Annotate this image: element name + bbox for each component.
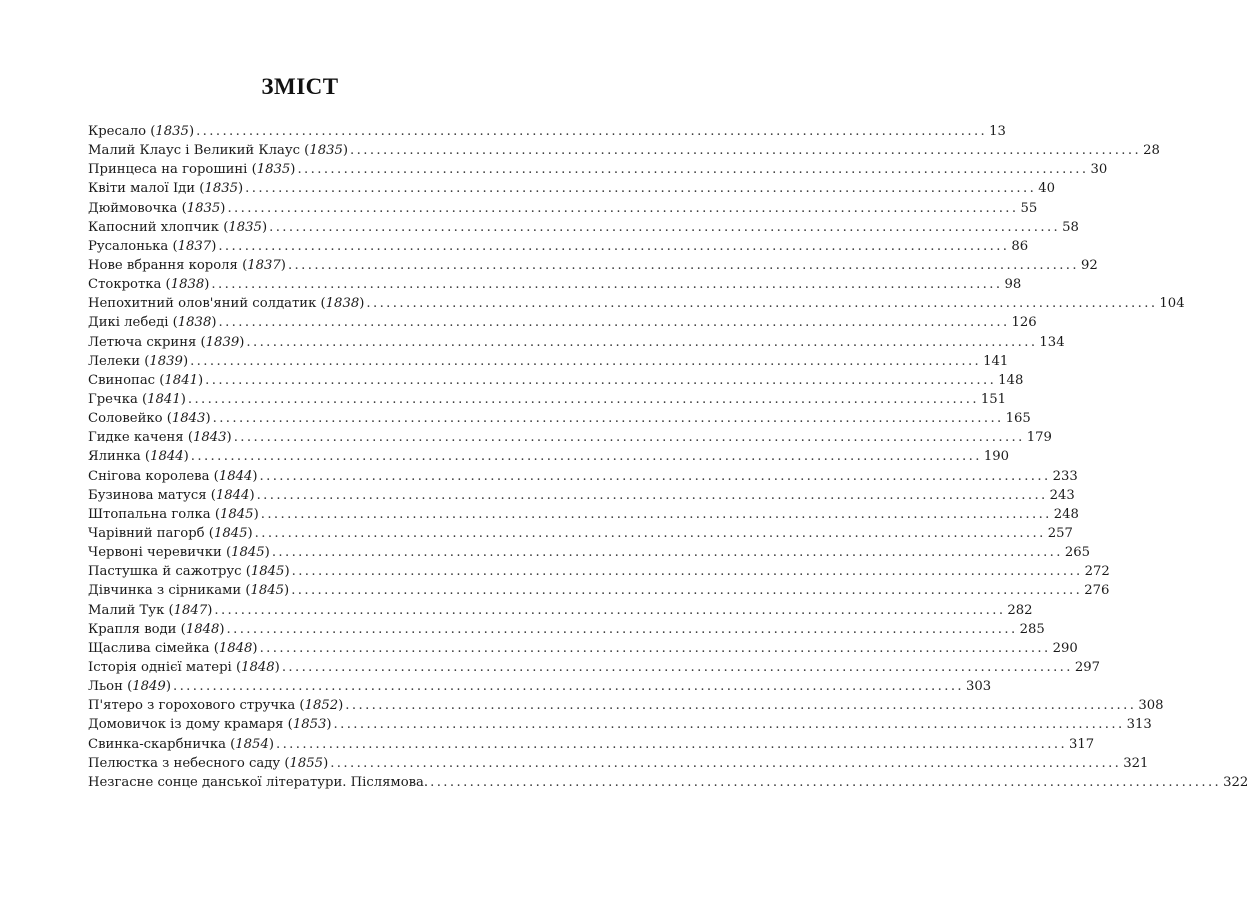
dot-leader: ........................................................................................................................ xyxy=(330,755,1122,771)
entry-name: Свинка-скарбничка xyxy=(88,736,226,752)
entry-page-number: 58 xyxy=(1062,219,1079,235)
entry-name: Пастушка й сажотрус xyxy=(88,564,242,580)
entry-title: Свинка-скарбничка (1854) xyxy=(88,736,274,752)
entry-name: Лелеки xyxy=(88,353,141,369)
entry-page-number: 282 xyxy=(1007,602,1033,618)
entry-name: Червоні черевички xyxy=(88,545,222,561)
toc-entry xyxy=(88,562,1110,581)
entry-name: Русалонька xyxy=(88,238,169,254)
entry-year: 1838 xyxy=(170,277,205,293)
entry-name: Свинопас xyxy=(88,372,156,388)
dot-leader: ........................................................................................................................ xyxy=(226,621,1018,637)
entry-name: Квіти малої Іди xyxy=(88,181,196,197)
dot-leader: ........................................................................................................................ xyxy=(269,219,1061,235)
entry-year: 1835 xyxy=(256,162,291,178)
entry-page-number: 134 xyxy=(1039,334,1065,350)
entry-name: Летюча скриня xyxy=(88,334,197,350)
entry-year: 1841 xyxy=(147,391,181,407)
entry-title: Свинопас (1841) xyxy=(88,372,204,388)
entry-title: Дівчинка з сірниками (1845) xyxy=(88,583,290,599)
entry-page-number: 148 xyxy=(998,372,1024,388)
toc-entry xyxy=(88,199,1038,218)
entry-name: Незгасне сонце данської літератури. Післямова. xyxy=(88,774,429,790)
entry-page-number: 126 xyxy=(1011,315,1037,331)
dot-leader: ........................................................................................................................ xyxy=(212,411,1004,427)
entry-title: Пастушка й сажотрус (1845) xyxy=(88,564,290,580)
entry-title: Історія однієї матері (1848) xyxy=(88,659,280,675)
entry-year: 1835 xyxy=(155,124,189,139)
entry-title: Дюймовочка (1835) xyxy=(88,200,226,216)
toc-entry xyxy=(88,141,1160,160)
entry-name: Дикі лебеді xyxy=(88,315,169,331)
entry-title: Пелюстка з небесного саду (1855) xyxy=(88,755,329,771)
toc-entry xyxy=(88,620,1045,639)
entry-year: 1844 xyxy=(150,449,184,465)
dot-leader: ........................................................................................................................ xyxy=(291,564,1083,580)
toc-entry xyxy=(88,601,1033,620)
entry-year: 1852 xyxy=(304,698,339,714)
dot-leader: ........................................................................................................................ xyxy=(227,200,1019,216)
entry-page-number: 290 xyxy=(1052,640,1078,656)
dot-leader: ........................................................................................................................ xyxy=(430,774,1222,790)
entry-name: Гречка xyxy=(88,391,138,407)
toc-entry xyxy=(88,390,1007,409)
entry-title: Соловейко (1843) xyxy=(88,411,211,427)
entry-title: Червоні черевички (1845) xyxy=(88,545,270,561)
toc-entry xyxy=(88,179,1055,198)
toc-entry xyxy=(88,352,1009,371)
entry-year: 1837 xyxy=(177,238,212,254)
dot-leader: ........................................................................................................................ xyxy=(287,257,1079,273)
dot-leader: ........................................................................................................................ xyxy=(333,717,1125,733)
dot-leader: ........................................................................................................................ xyxy=(187,391,979,407)
entry-title: Стокротка (1838) xyxy=(88,277,210,293)
entry-year: 1845 xyxy=(213,525,248,541)
entry-year: 1845 xyxy=(231,545,265,561)
entry-page-number: 28 xyxy=(1143,143,1160,159)
dot-leader: ........................................................................................................................ xyxy=(205,372,997,388)
entry-title: Малий Клаус і Великий Клаус (1835) xyxy=(88,143,349,159)
entry-title: Лелеки (1839) xyxy=(88,353,189,369)
dot-leader: ........................................................................................................................ xyxy=(276,736,1068,752)
toc-entry xyxy=(88,696,1164,715)
entry-name: Нове вбрання короля xyxy=(88,257,238,273)
entry-page-number: 317 xyxy=(1069,736,1095,752)
toc-entry xyxy=(88,486,1075,505)
entry-page-number: 190 xyxy=(983,449,1009,465)
entry-name: Чарівний пагорб xyxy=(88,525,205,541)
entry-title: Штопальна голка (1845) xyxy=(88,506,259,522)
toc-entry xyxy=(88,447,1009,466)
entry-title: Принцеса на горошині (1835) xyxy=(88,162,296,178)
entry-page-number: 179 xyxy=(1026,430,1052,446)
page-title: ЗМІСТ xyxy=(261,74,339,99)
toc-entry xyxy=(88,658,1101,677)
toc-entry xyxy=(88,715,1152,734)
entry-title: Домовичок із дому крамаря (1853) xyxy=(88,717,332,733)
entry-name: Домовичок із дому крамаря xyxy=(88,717,284,733)
entry-page-number: 13 xyxy=(989,124,1006,139)
entry-page-number: 40 xyxy=(1038,181,1055,197)
dot-leader: ........................................................................................................................ xyxy=(291,583,1083,599)
dot-leader: ........................................................................................................................ xyxy=(256,487,1048,503)
toc-entry xyxy=(88,754,1149,773)
table-of-contents xyxy=(88,122,1248,792)
entry-page-number: 165 xyxy=(1005,411,1031,427)
entry-year: 1848 xyxy=(185,621,220,637)
entry-year: 1843 xyxy=(171,411,206,427)
toc-entry xyxy=(88,505,1079,524)
entry-year: 1837 xyxy=(247,257,281,273)
dot-leader: ........................................................................................................................ xyxy=(233,430,1025,446)
entry-name: Бузинова матуся xyxy=(88,487,207,503)
entry-page-number: 248 xyxy=(1053,506,1079,522)
entry-title: Снігова королева (1844) xyxy=(88,468,258,484)
entry-page-number: 30 xyxy=(1090,162,1108,178)
entry-page-number: 257 xyxy=(1047,525,1073,541)
dot-leader: ........................................................................................................................ xyxy=(254,525,1046,541)
entry-name: Ялинка xyxy=(88,449,141,465)
entry-page-number: 321 xyxy=(1123,755,1149,771)
entry-title: Щаслива сімейка (1848) xyxy=(88,640,258,656)
entry-name: Принцеса на горошині xyxy=(88,162,248,178)
entry-name: Штопальна голка xyxy=(88,506,211,522)
entry-name: Непохитний олов'яний солдатик xyxy=(88,296,317,312)
entry-name: Щаслива сімейка xyxy=(88,640,210,656)
toc-entry xyxy=(88,237,1029,256)
toc-entry xyxy=(88,294,1185,313)
toc-entry xyxy=(88,773,1248,792)
entry-page-number: 303 xyxy=(966,679,992,695)
entry-page-number: 308 xyxy=(1138,698,1164,714)
entry-year: 1838 xyxy=(177,315,212,331)
entry-page-number: 322 xyxy=(1223,774,1248,790)
entry-title: Кресало (1835) xyxy=(88,124,195,139)
entry-title: Чарівний пагорб (1845) xyxy=(88,525,253,541)
entry-year: 1854 xyxy=(235,736,269,752)
entry-title: П'ятеро з горохового стручка (1852) xyxy=(88,698,344,714)
entry-name: Малий Тук xyxy=(88,602,165,618)
entry-name: Кресало xyxy=(88,124,147,139)
entry-title: Летюча скриня (1839) xyxy=(88,334,245,350)
entry-page-number: 265 xyxy=(1064,545,1091,561)
dot-leader: ........................................................................................................................ xyxy=(190,353,982,369)
entry-page-number: 92 xyxy=(1080,257,1098,273)
entry-title: Капосний хлопчик (1835) xyxy=(88,219,268,235)
entry-page-number: 86 xyxy=(1011,238,1029,254)
entry-title: Квіти малої Іди (1835) xyxy=(88,181,244,197)
entry-year: 1843 xyxy=(192,430,227,446)
entry-year: 1838 xyxy=(325,296,360,312)
dot-leader: ........................................................................................................................ xyxy=(211,277,1003,293)
entry-title: Гречка (1841) xyxy=(88,391,186,407)
dot-leader: ........................................................................................................................ xyxy=(271,545,1063,561)
toc-entry xyxy=(88,256,1098,275)
toc-entry xyxy=(88,122,1006,141)
toc-entry xyxy=(88,428,1052,447)
entry-page-number: 313 xyxy=(1126,717,1152,733)
entry-page-number: 104 xyxy=(1159,296,1185,312)
entry-year: 1839 xyxy=(205,334,240,350)
entry-name: Соловейко xyxy=(88,411,163,427)
toc-entry xyxy=(88,639,1078,658)
toc-entry xyxy=(88,543,1091,562)
entry-title: Нове вбрання короля (1837) xyxy=(88,257,286,273)
entry-year: 1849 xyxy=(132,679,166,695)
entry-year: 1848 xyxy=(218,640,253,656)
entry-year: 1839 xyxy=(149,353,183,369)
dot-leader: ........................................................................................................................ xyxy=(345,698,1137,714)
entry-title: Малий Тук (1847) xyxy=(88,602,213,618)
entry-title: Ялинка (1844) xyxy=(88,449,189,465)
toc-entry xyxy=(88,735,1095,754)
dot-leader: ........................................................................................................................ xyxy=(172,679,965,695)
entry-year: 1835 xyxy=(204,181,238,197)
entry-page-number: 276 xyxy=(1084,583,1110,599)
entry-year: 1848 xyxy=(241,659,275,675)
entry-title xyxy=(88,773,428,792)
toc-entry xyxy=(88,409,1031,428)
entry-year: 1845 xyxy=(250,564,285,580)
entry-page-number: 55 xyxy=(1020,200,1038,216)
dot-leader: ........................................................................................................................ xyxy=(297,162,1089,178)
toc-entry xyxy=(88,218,1079,237)
entry-name: Льон xyxy=(88,679,123,695)
toc-entry xyxy=(88,160,1108,179)
entry-name: Історія однієї матері xyxy=(88,659,232,675)
entry-title: Бузинова матуся (1844) xyxy=(88,487,255,503)
toc-entry xyxy=(88,371,1024,390)
entry-name: Стокротка xyxy=(88,277,162,293)
dot-leader: ........................................................................................................................ xyxy=(190,449,982,465)
toc-entry xyxy=(88,524,1073,543)
entry-page-number: 98 xyxy=(1004,277,1022,293)
entry-page-number: 272 xyxy=(1084,564,1110,580)
dot-leader: ........................................................................................................................ xyxy=(245,181,1037,197)
dot-leader: ........................................................................................................................ xyxy=(218,238,1010,254)
entry-year: 1835 xyxy=(228,219,262,235)
entry-year: 1855 xyxy=(289,755,324,771)
entry-title: Льон (1849) xyxy=(88,679,171,695)
entry-year: 1845 xyxy=(220,506,254,522)
toc-entry xyxy=(88,333,1065,352)
dot-leader: ........................................................................................................................ xyxy=(350,143,1142,159)
entry-name: Капосний хлопчик xyxy=(88,219,220,235)
entry-page-number: 297 xyxy=(1074,659,1101,675)
entry-year: 1835 xyxy=(309,143,343,159)
entry-page-number: 233 xyxy=(1052,468,1078,484)
dot-leader: ........................................................................................................................ xyxy=(366,296,1158,312)
entry-name: Дюймовочка xyxy=(88,200,178,216)
entry-year: 1844 xyxy=(218,468,253,484)
entry-year: 1847 xyxy=(173,602,208,618)
entry-name: Дівчинка з сірниками xyxy=(88,583,242,599)
entry-title: Непохитний олов'яний солдатик (1838) xyxy=(88,296,365,312)
dot-leader: ........................................................................................................................ xyxy=(246,334,1038,350)
entry-year: 1853 xyxy=(292,717,327,733)
dot-leader: ........................................................................................................................ xyxy=(260,506,1052,522)
toc-entry xyxy=(88,313,1037,332)
toc-entry xyxy=(88,581,1110,600)
toc-entry xyxy=(88,467,1078,486)
entry-name: Снігова королева xyxy=(88,468,210,484)
entry-name: Крапля води xyxy=(88,621,177,637)
entry-name: Гидке каченя xyxy=(88,430,184,446)
dot-leader: ........................................................................................................................ xyxy=(218,315,1010,331)
dot-leader: ........................................................................................................................ xyxy=(259,640,1051,656)
entry-name: Малий Клаус і Великий Клаус xyxy=(88,143,300,159)
entry-page-number: 285 xyxy=(1019,621,1045,637)
entry-year: 1844 xyxy=(215,487,250,503)
entry-page-number: 151 xyxy=(980,391,1007,407)
entry-title: Крапля води (1848) xyxy=(88,621,225,637)
entry-name: Пелюстка з небесного саду xyxy=(88,755,281,771)
entry-title: Русалонька (1837) xyxy=(88,238,217,254)
entry-title: Дикі лебеді (1838) xyxy=(88,315,217,331)
entry-year: 1845 xyxy=(250,583,285,599)
entry-year: 1835 xyxy=(186,200,221,216)
entry-year: 1841 xyxy=(164,372,198,388)
dot-leader: ........................................................................................................................ xyxy=(281,659,1073,675)
entry-page-number: 243 xyxy=(1049,487,1075,503)
entry-page-number: 141 xyxy=(983,353,1009,369)
entry-name: П'ятеро з горохового стручка xyxy=(88,698,296,714)
dot-leader: ........................................................................................................................ xyxy=(259,468,1051,484)
toc-entry xyxy=(88,677,992,696)
dot-leader: ........................................................................................................................ xyxy=(196,124,988,139)
toc-entry xyxy=(88,275,1022,294)
dot-leader: ........................................................................................................................ xyxy=(214,602,1006,618)
entry-title: Гидке каченя (1843) xyxy=(88,430,232,446)
